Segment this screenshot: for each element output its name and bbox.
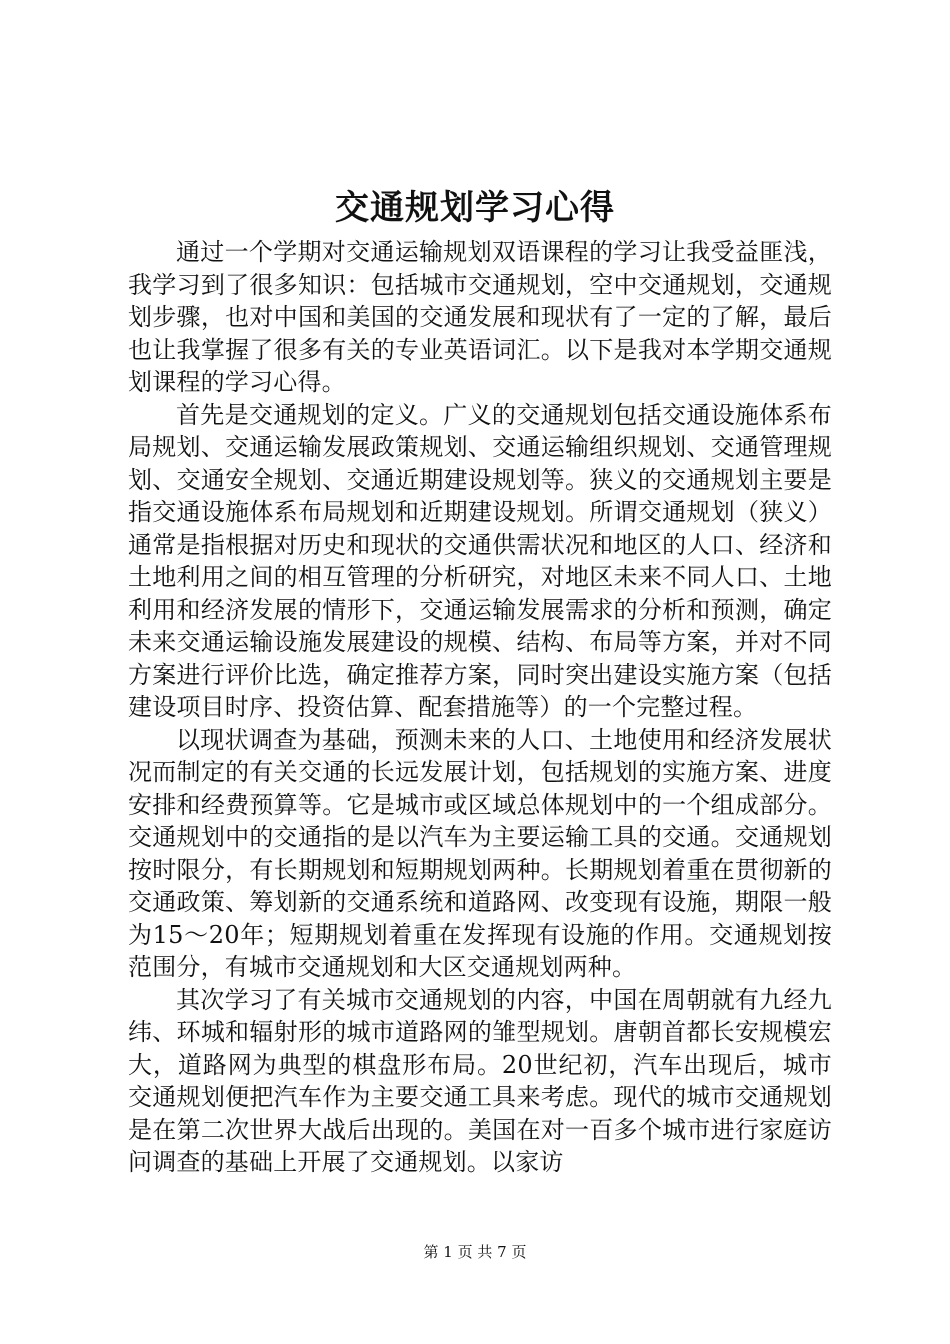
document-body (128, 236, 832, 1179)
paragraph-survey-basis: 以现状调查为基础，预测未来的人口、土地使用和经济发展状况而制定的有关交通的长远发展计划，包括规划的实施方案、进度安排和经费预算等。它是城市或区域总体规划中的一个组成部分。交通规划中的交通指的是以汽车为主要运输工具的交通。交通规划按时限分，有长期规划和短期规划两种。长期规划着重在贯彻新的交通政策、筹划新的交通系统和道路网、改变现有设施，期限一般为15～20年；短期规划着重在发挥现有设施的作用。交通规划按范围分，有城市交通规划和大区交通规划两种。 (128, 725, 832, 981)
page-number-footer: 第 1 页 共 7 页 (423, 1243, 527, 1261)
paragraph-intro: 通过一个学期对交通运输规划双语课程的学习让我受益匪浅，我学习到了很多知识：包括城市交通规划，空中交通规划，交通规划步骤，也对中国和美国的交通发展和现状有了一定的了解，最后也让我掌握了很多有关的专业英语词汇。以下是我对本学期交通规划课程的学习心得。 (128, 238, 832, 396)
document-title: 交通规划学习心得 (335, 188, 615, 228)
paragraph-urban-planning: 其次学习了有关城市交通规划的内容，中国在周朝就有九经九纬、环城和辐射形的城市道路网的雏型规划。唐朝首都长安规模宏大，道路网为典型的棋盘形布局。20世纪初，汽车出现后，城市交通规划便把汽车作为主要交通工具来考虑。现代的城市交通规划是在第二次世界大战后出现的。美国在对一百多个城市进行家庭访问调查的基础上开展了交通规划。以家访 (128, 985, 832, 1176)
paragraph-definition: 首先是交通规划的定义。广义的交通规划包括交通设施体系布局规划、交通运输发展政策规划、交通运输组织规划、交通管理规划、交通安全规划、交通近期建设规划等。狭义的交通规划主要是指交通设施体系布局规划和近期建设规划。所谓交通规划（狭义）通常是指根据对历史和现状的交通供需状况和地区的人口、经济和土地利用之间的相互管理的分析研究，对地区未来不同人口、土地利用和经济发展的情形下，交通运输发展需求的分析和预测，确定未来交通运输设施发展建设的规模、结构、布局等方案，并对不同方案进行评价比选，确定推荐方案，同时突出建设实施方案（包括建设项目时序、投资估算、配套措施等）的一个完整过程。 (128, 400, 832, 721)
